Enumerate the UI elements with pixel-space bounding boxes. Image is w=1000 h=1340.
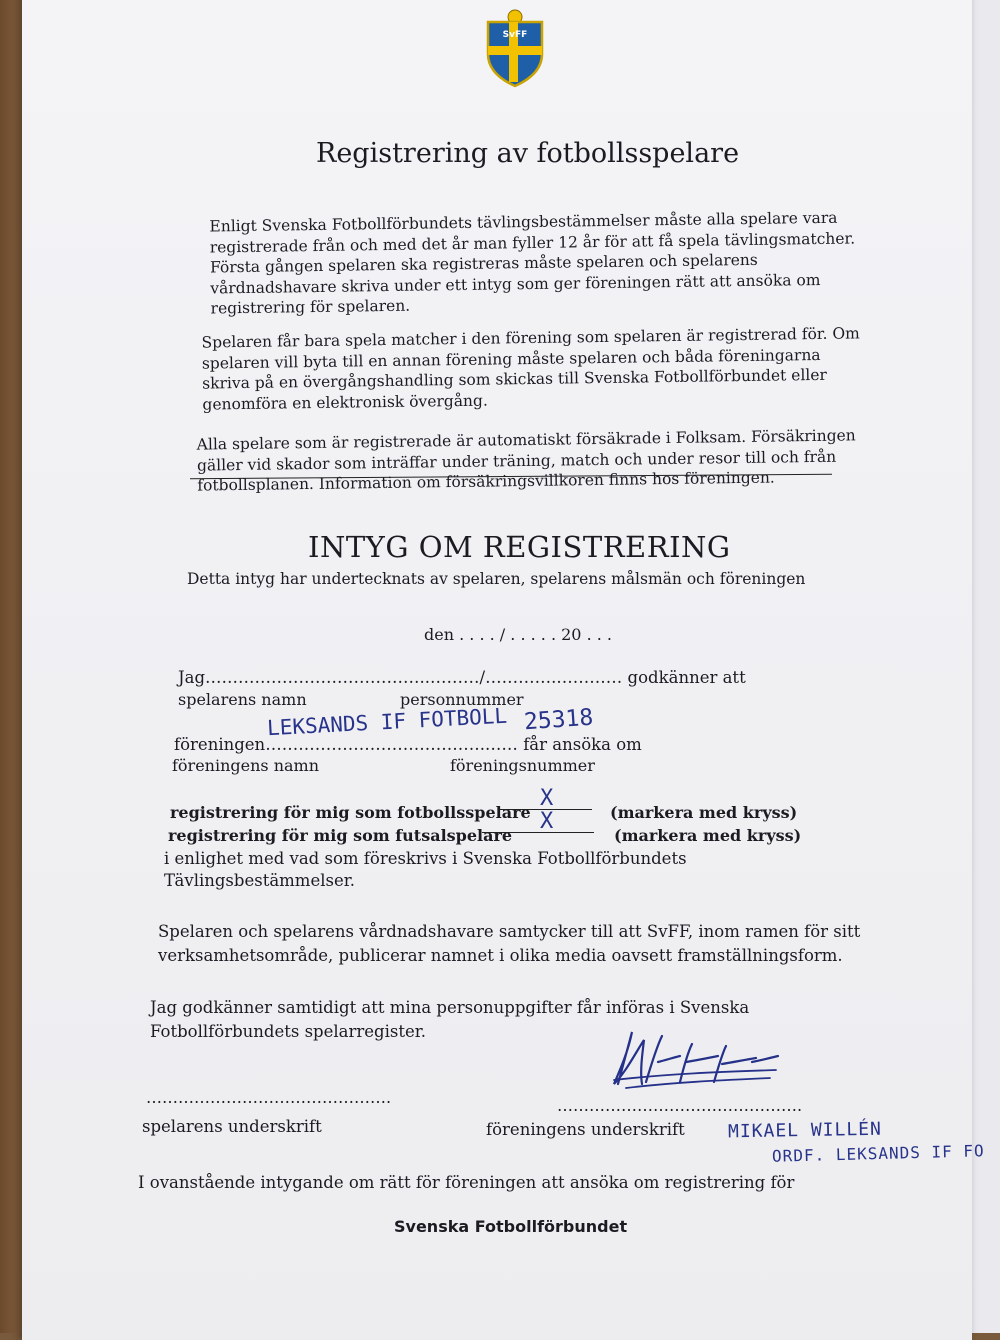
insurance-paragraph: Alla spelare som är registrerade är automatiskt försäkrade i Folksam. Försäkringen gäller vid skador som inträffar under träning, match och under resor till och från fotbollsplanen. Information om försäkringsvillkoren finns hos föreningen. (196, 426, 856, 495)
registration-form-page (22, 0, 985, 1340)
certificate-subheading: Detta intyg har undertecknats av spelaren, spelarens målsmän och föreningen (187, 570, 806, 588)
handwritten-signer-title: ORDF. LEKSANDS IF FO (771, 1141, 985, 1166)
transfer-paragraph: Spelaren får bara spela matcher i den förening som spelaren är registrerad för. Om spelaren vill byta till en annan förening måste spelaren och båda föreningarna skriva på en övergångshandling som skickas till Svenska Fotbollförbundet eller genomföra en elektronisk övergång. (201, 324, 860, 414)
player-signature-line[interactable]: ………………………………………. (146, 1088, 392, 1107)
player-name-label: spelarens namn (178, 690, 307, 709)
footer-organization: Svenska Fotbollförbundet (394, 1217, 628, 1236)
futsal-registration-label: registrering för mig som futsalspelare (168, 826, 513, 845)
club-number-label: föreningsnummer (450, 756, 595, 775)
club-line[interactable]: föreningen………………………………….…… får ansöka om (174, 735, 642, 754)
date-field[interactable]: den . . . . / . . . . . 20 . . . (424, 625, 612, 644)
futsal-checkbox-mark[interactable]: X (540, 809, 554, 834)
player-name-line[interactable]: Jag…………………………………..………/………….………… godkänner att (178, 668, 746, 687)
football-checkbox-mark[interactable]: X (540, 786, 554, 811)
handwritten-club-name: LEKSANDS IF FOTBOLL (266, 703, 508, 741)
football-registration-label: registrering för mig som fotbollsspelare (170, 803, 531, 822)
intro-paragraph: Enligt Svenska Fotbollförbundets tävlingsbestämmelser måste alla spelare vara registrerade från och med det år man fyller 12 år för att få spela tävlingsmatcher. Första gången spelaren ska registreras måste spelaren och spelarens vårdnadshavare skriva under ett intyg som ger föreningen rätt att ansöka om registrering för spelaren. (209, 208, 856, 318)
regulation-text: i enlighet med vad som föreskrivs i Svenska Fotbollförbundets Tävlingsbestämmelser. (164, 849, 687, 890)
gdpr-text: Jag godkänner samtidigt att mina personuppgifter får införas i Svenska Fotbollförbundets spelarregister. (150, 998, 750, 1041)
futsal-checkbox-line[interactable] (482, 832, 594, 833)
consent-text: Spelaren och spelarens vårdnadshavare samtycker till att SvFF, inom ramen för sitt verksamhetsområde, publicerar namnet i olika media oavsett framställningsform. (158, 922, 861, 965)
futsal-checkbox-hint: (markera med kryss) (614, 826, 802, 845)
football-checkbox-hint: (markera med kryss) (610, 803, 798, 822)
club-signature-scribble (606, 1022, 786, 1094)
certificate-heading: INTYG OM REGISTRERING (308, 530, 731, 564)
bottom-statement: I ovanstående intygande om rätt för föreningen att ansöka om registrering för (138, 1173, 795, 1192)
player-signature-label: spelarens underskrift (142, 1117, 322, 1136)
personal-number-label: personnummer (400, 690, 524, 709)
svff-crest-logo (484, 8, 546, 88)
handwritten-club-number: 25318 (523, 704, 595, 736)
handwritten-signer-name: MIKAEL WILLÉN (727, 1118, 883, 1143)
document-title: Registrering av fotbollsspelare (316, 138, 740, 169)
svg-text:SvFF: SvFF (502, 30, 528, 40)
club-signature-label: föreningens underskrift (486, 1120, 685, 1139)
club-name-label: föreningens namn (172, 756, 320, 775)
club-signature-line[interactable]: ………………………………………. (557, 1096, 803, 1115)
